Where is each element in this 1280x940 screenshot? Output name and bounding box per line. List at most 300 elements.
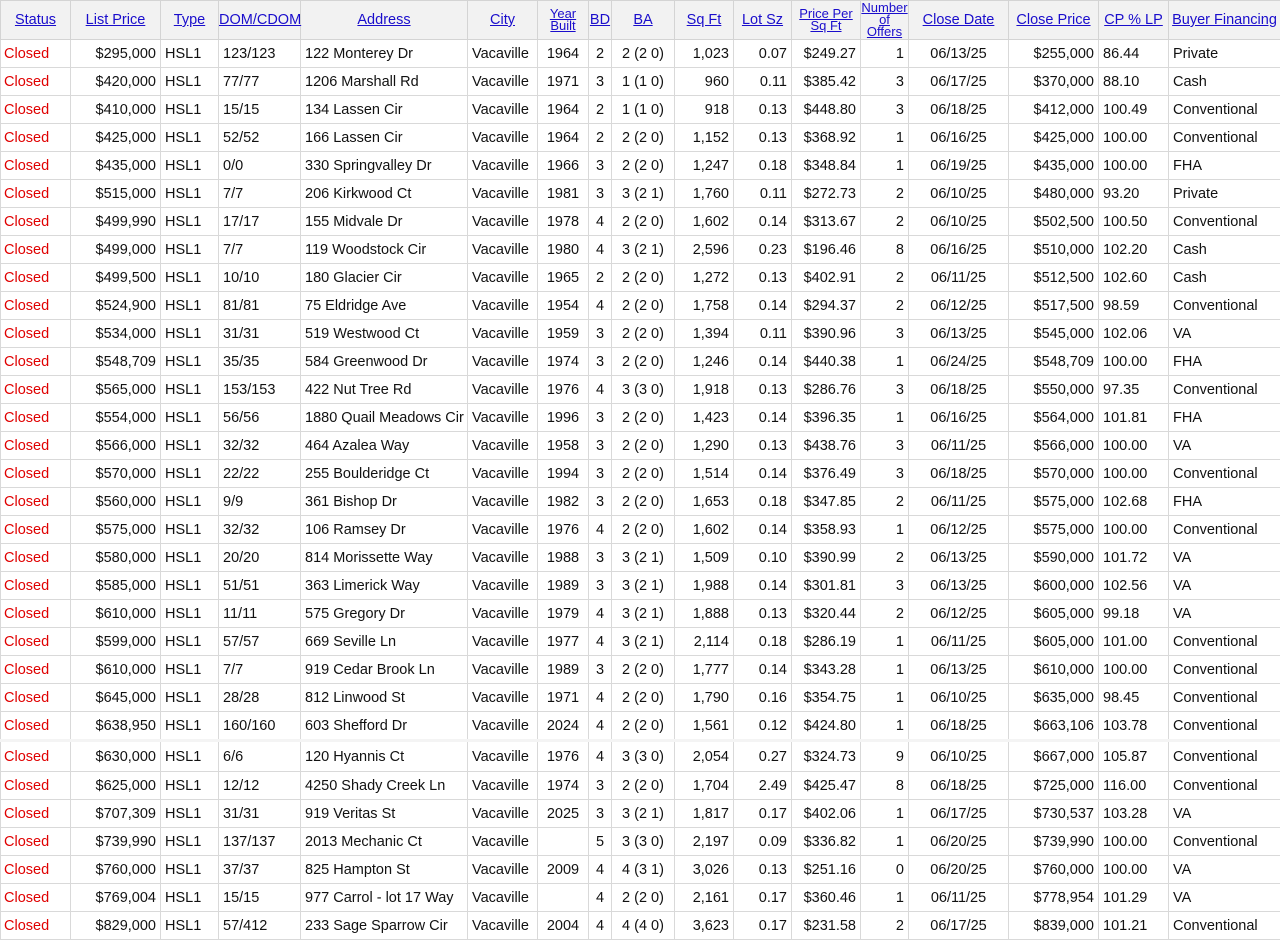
cell-cp-lp: 101.21	[1099, 912, 1169, 940]
cell-close-price: $517,500	[1009, 292, 1099, 320]
cell-status: Closed	[1, 236, 71, 264]
col-ba-header[interactable]: BA	[612, 1, 675, 40]
cell-financing: VA	[1169, 800, 1280, 828]
cell-address: 155 Midvale Dr	[301, 208, 468, 236]
cell-status: Closed	[1, 96, 71, 124]
cell-address: 233 Sage Sparrow Cir	[301, 912, 468, 940]
table-row[interactable]	[1, 376, 1280, 404]
table-row[interactable]	[1, 712, 1280, 741]
cell-status: Closed	[1, 712, 71, 741]
cell-lot-size: 0.14	[734, 656, 792, 684]
cell-city: Vacaville	[468, 516, 538, 544]
cell-list-price: $610,000	[71, 656, 161, 684]
cell-dom: 17/17	[219, 208, 301, 236]
col-list-price-header[interactable]: List Price	[71, 1, 161, 40]
cell-close-price: $425,000	[1009, 124, 1099, 152]
cell-city: Vacaville	[468, 656, 538, 684]
cell-cp-lp: 101.00	[1099, 628, 1169, 656]
cell-offers: 1	[861, 152, 909, 180]
col-close-date-header[interactable]: Close Date	[909, 1, 1009, 40]
cell-bd: 3	[589, 404, 612, 432]
cell-bd: 2	[589, 264, 612, 292]
cell-ba: 3 (2 1)	[612, 572, 675, 600]
table-row[interactable]	[1, 828, 1280, 856]
cell-lot-size: 0.18	[734, 488, 792, 516]
cell-ba: 2 (2 0)	[612, 460, 675, 488]
col-type-header[interactable]: Type	[161, 1, 219, 40]
table-row[interactable]	[1, 348, 1280, 376]
cell-list-price: $769,004	[71, 884, 161, 912]
cell-cp-lp: 102.60	[1099, 264, 1169, 292]
cell-sqft: 1,758	[675, 292, 734, 320]
cell-bd: 4	[589, 208, 612, 236]
cell-year-built: 2009	[538, 856, 589, 884]
cell-dom: 31/31	[219, 800, 301, 828]
cell-type: HSL1	[161, 572, 219, 600]
cell-address: 361 Bishop Dr	[301, 488, 468, 516]
cell-price-per-sqft: $390.99	[792, 544, 861, 572]
table-row[interactable]	[1, 772, 1280, 800]
table-row[interactable]	[1, 741, 1280, 772]
cell-status: Closed	[1, 856, 71, 884]
cell-year-built: 1954	[538, 292, 589, 320]
cell-offers: 3	[861, 96, 909, 124]
table-row[interactable]	[1, 600, 1280, 628]
cell-list-price: $420,000	[71, 68, 161, 96]
cell-list-price: $570,000	[71, 460, 161, 488]
table-row[interactable]	[1, 236, 1280, 264]
cell-list-price: $638,950	[71, 712, 161, 741]
cell-close-price: $545,000	[1009, 320, 1099, 348]
cell-year-built: 1964	[538, 124, 589, 152]
cell-bd: 3	[589, 488, 612, 516]
cell-lot-size: 0.13	[734, 856, 792, 884]
cell-address: 519 Westwood Ct	[301, 320, 468, 348]
cell-year-built: 1996	[538, 404, 589, 432]
table-row[interactable]	[1, 460, 1280, 488]
table-row[interactable]	[1, 884, 1280, 912]
cell-ba: 2 (2 0)	[612, 348, 675, 376]
cell-offers: 3	[861, 572, 909, 600]
cell-list-price: $630,000	[71, 741, 161, 772]
cell-year-built: 1994	[538, 460, 589, 488]
table-row[interactable]	[1, 628, 1280, 656]
cell-sqft: 3,026	[675, 856, 734, 884]
cell-dom: 7/7	[219, 656, 301, 684]
table-row[interactable]	[1, 488, 1280, 516]
cell-close-date: 06/11/25	[909, 432, 1009, 460]
cell-close-date: 06/13/25	[909, 544, 1009, 572]
cell-address: 825 Hampton St	[301, 856, 468, 884]
cell-address: 166 Lassen Cir	[301, 124, 468, 152]
cell-year-built: 1981	[538, 180, 589, 208]
table-row[interactable]	[1, 320, 1280, 348]
cell-ba: 3 (3 0)	[612, 376, 675, 404]
cell-offers: 0	[861, 856, 909, 884]
cell-status: Closed	[1, 684, 71, 712]
col-sqft-header[interactable]: Sq Ft	[675, 1, 734, 40]
cell-address: 919 Veritas St	[301, 800, 468, 828]
cell-year-built: 1988	[538, 544, 589, 572]
cell-bd: 3	[589, 656, 612, 684]
cell-close-price: $570,000	[1009, 460, 1099, 488]
cell-sqft: 1,152	[675, 124, 734, 152]
cell-cp-lp: 102.68	[1099, 488, 1169, 516]
cell-sqft: 1,514	[675, 460, 734, 488]
cell-dom: 9/9	[219, 488, 301, 516]
cell-ba: 2 (2 0)	[612, 152, 675, 180]
cell-financing: Conventional	[1169, 96, 1280, 124]
cell-price-per-sqft: $294.37	[792, 292, 861, 320]
cell-type: HSL1	[161, 40, 219, 68]
cell-close-date: 06/16/25	[909, 124, 1009, 152]
table-row[interactable]	[1, 912, 1280, 940]
cell-year-built: 1964	[538, 40, 589, 68]
cell-sqft: 2,161	[675, 884, 734, 912]
cell-close-price: $480,000	[1009, 180, 1099, 208]
cell-close-date: 06/18/25	[909, 772, 1009, 800]
cell-sqft: 1,704	[675, 772, 734, 800]
col-address-header[interactable]: Address	[301, 1, 468, 40]
cell-list-price: $739,990	[71, 828, 161, 856]
cell-type: HSL1	[161, 800, 219, 828]
cell-type: HSL1	[161, 124, 219, 152]
col-status-header[interactable]: Status	[1, 1, 71, 40]
cell-list-price: $610,000	[71, 600, 161, 628]
cell-ba: 1 (1 0)	[612, 68, 675, 96]
cell-price-per-sqft: $358.93	[792, 516, 861, 544]
cell-financing: Conventional	[1169, 684, 1280, 712]
cell-price-per-sqft: $425.47	[792, 772, 861, 800]
cell-offers: 1	[861, 404, 909, 432]
cell-dom: 28/28	[219, 684, 301, 712]
cell-close-price: $550,000	[1009, 376, 1099, 404]
table-row[interactable]	[1, 152, 1280, 180]
cell-close-price: $635,000	[1009, 684, 1099, 712]
cell-lot-size: 0.23	[734, 236, 792, 264]
cell-cp-lp: 101.29	[1099, 884, 1169, 912]
cell-close-date: 06/17/25	[909, 68, 1009, 96]
cell-city: Vacaville	[468, 912, 538, 940]
cell-type: HSL1	[161, 432, 219, 460]
cell-status: Closed	[1, 572, 71, 600]
cell-ba: 3 (2 1)	[612, 600, 675, 628]
cell-lot-size: 0.18	[734, 152, 792, 180]
table-row[interactable]	[1, 68, 1280, 96]
cell-status: Closed	[1, 460, 71, 488]
table-row[interactable]	[1, 656, 1280, 684]
col-financing-header[interactable]: Buyer Financing	[1169, 1, 1280, 40]
cell-close-date: 06/10/25	[909, 180, 1009, 208]
cell-price-per-sqft: $249.27	[792, 40, 861, 68]
cell-close-price: $564,000	[1009, 404, 1099, 432]
cell-year-built: 1976	[538, 741, 589, 772]
cell-ba: 2 (2 0)	[612, 884, 675, 912]
cell-financing: Conventional	[1169, 208, 1280, 236]
cell-year-built: 1971	[538, 68, 589, 96]
cell-ba: 3 (2 1)	[612, 236, 675, 264]
cell-lot-size: 2.49	[734, 772, 792, 800]
cell-sqft: 918	[675, 96, 734, 124]
cell-city: Vacaville	[468, 180, 538, 208]
table-row[interactable]	[1, 404, 1280, 432]
col-lot-size-header[interactable]: Lot Sz	[734, 1, 792, 40]
cell-list-price: $599,000	[71, 628, 161, 656]
cell-city: Vacaville	[468, 544, 538, 572]
table-row[interactable]	[1, 544, 1280, 572]
table-row[interactable]	[1, 572, 1280, 600]
table-row[interactable]	[1, 264, 1280, 292]
cell-sqft: 1,918	[675, 376, 734, 404]
cell-price-per-sqft: $360.46	[792, 884, 861, 912]
cell-lot-size: 0.13	[734, 432, 792, 460]
cell-list-price: $524,900	[71, 292, 161, 320]
cell-bd: 4	[589, 856, 612, 884]
table-row[interactable]	[1, 856, 1280, 884]
cell-price-per-sqft: $440.38	[792, 348, 861, 376]
cell-bd: 3	[589, 320, 612, 348]
cell-bd: 3	[589, 432, 612, 460]
cell-type: HSL1	[161, 180, 219, 208]
cell-bd: 2	[589, 40, 612, 68]
col-dom-header[interactable]: DOM/CDOM	[219, 1, 301, 40]
cell-list-price: $707,309	[71, 800, 161, 828]
cell-close-date: 06/16/25	[909, 404, 1009, 432]
col-offers-header[interactable]: Number of Offers	[861, 1, 909, 40]
cell-status: Closed	[1, 656, 71, 684]
cell-close-price: $600,000	[1009, 572, 1099, 600]
table-row[interactable]	[1, 800, 1280, 828]
cell-dom: 7/7	[219, 180, 301, 208]
cell-cp-lp: 99.18	[1099, 600, 1169, 628]
cell-ba: 2 (2 0)	[612, 712, 675, 741]
cell-financing: Private	[1169, 180, 1280, 208]
cell-close-date: 06/13/25	[909, 40, 1009, 68]
cell-close-date: 06/18/25	[909, 376, 1009, 404]
cell-status: Closed	[1, 488, 71, 516]
cell-year-built	[538, 828, 589, 856]
cell-close-date: 06/10/25	[909, 684, 1009, 712]
cell-sqft: 1,790	[675, 684, 734, 712]
cell-city: Vacaville	[468, 460, 538, 488]
cell-type: HSL1	[161, 348, 219, 376]
cell-dom: 32/32	[219, 432, 301, 460]
cell-lot-size: 0.11	[734, 320, 792, 348]
cell-close-price: $839,000	[1009, 912, 1099, 940]
cell-bd: 4	[589, 600, 612, 628]
cell-city: Vacaville	[468, 884, 538, 912]
cell-financing: VA	[1169, 544, 1280, 572]
cell-close-price: $667,000	[1009, 741, 1099, 772]
cell-address: 814 Morissette Way	[301, 544, 468, 572]
col-price-per-sqft-header[interactable]: Price Per Sq Ft	[792, 1, 861, 40]
cell-bd: 4	[589, 884, 612, 912]
cell-bd: 3	[589, 180, 612, 208]
cell-status: Closed	[1, 292, 71, 320]
cell-bd: 2	[589, 96, 612, 124]
cell-status: Closed	[1, 828, 71, 856]
cell-sqft: 1,394	[675, 320, 734, 348]
cell-list-price: $410,000	[71, 96, 161, 124]
cell-lot-size: 0.18	[734, 628, 792, 656]
col-close-price-header[interactable]: Close Price	[1009, 1, 1099, 40]
col-city-header[interactable]: City	[468, 1, 538, 40]
cell-financing: Cash	[1169, 236, 1280, 264]
cell-city: Vacaville	[468, 684, 538, 712]
col-bd-header[interactable]: BD	[589, 1, 612, 40]
table-row[interactable]	[1, 292, 1280, 320]
cell-address: 2013 Mechanic Ct	[301, 828, 468, 856]
cell-address: 180 Glacier Cir	[301, 264, 468, 292]
cell-offers: 3	[861, 320, 909, 348]
cell-close-price: $590,000	[1009, 544, 1099, 572]
cell-offers: 3	[861, 376, 909, 404]
cell-year-built: 1958	[538, 432, 589, 460]
cell-status: Closed	[1, 628, 71, 656]
cell-year-built: 1982	[538, 488, 589, 516]
cell-list-price: $499,000	[71, 236, 161, 264]
cell-type: HSL1	[161, 884, 219, 912]
cell-status: Closed	[1, 884, 71, 912]
cell-bd: 4	[589, 292, 612, 320]
cell-address: 106 Ramsey Dr	[301, 516, 468, 544]
cell-dom: 22/22	[219, 460, 301, 488]
cell-cp-lp: 103.78	[1099, 712, 1169, 741]
cell-financing: Conventional	[1169, 912, 1280, 940]
cell-year-built: 1959	[538, 320, 589, 348]
cell-address: 363 Limerick Way	[301, 572, 468, 600]
cell-price-per-sqft: $336.82	[792, 828, 861, 856]
cell-cp-lp: 100.49	[1099, 96, 1169, 124]
cell-year-built: 2004	[538, 912, 589, 940]
cell-price-per-sqft: $286.76	[792, 376, 861, 404]
cell-dom: 52/52	[219, 124, 301, 152]
cell-financing: Conventional	[1169, 712, 1280, 741]
cell-type: HSL1	[161, 292, 219, 320]
table-row[interactable]	[1, 208, 1280, 236]
cell-ba: 3 (3 0)	[612, 741, 675, 772]
cell-financing: Conventional	[1169, 828, 1280, 856]
cell-dom: 10/10	[219, 264, 301, 292]
cell-offers: 1	[861, 628, 909, 656]
cell-close-price: $760,000	[1009, 856, 1099, 884]
cell-lot-size: 0.16	[734, 684, 792, 712]
cell-sqft: 2,054	[675, 741, 734, 772]
cell-type: HSL1	[161, 404, 219, 432]
cell-dom: 6/6	[219, 741, 301, 772]
cell-bd: 4	[589, 628, 612, 656]
cell-city: Vacaville	[468, 96, 538, 124]
cell-ba: 2 (2 0)	[612, 516, 675, 544]
cell-type: HSL1	[161, 320, 219, 348]
cell-address: 119 Woodstock Cir	[301, 236, 468, 264]
cell-address: 584 Greenwood Dr	[301, 348, 468, 376]
cell-financing: Conventional	[1169, 376, 1280, 404]
cell-year-built: 1971	[538, 684, 589, 712]
cell-price-per-sqft: $448.80	[792, 96, 861, 124]
cell-status: Closed	[1, 208, 71, 236]
cell-close-price: $370,000	[1009, 68, 1099, 96]
cell-lot-size: 0.27	[734, 741, 792, 772]
cell-financing: Conventional	[1169, 516, 1280, 544]
cell-offers: 2	[861, 180, 909, 208]
table-row[interactable]	[1, 516, 1280, 544]
cell-price-per-sqft: $424.80	[792, 712, 861, 741]
cell-status: Closed	[1, 124, 71, 152]
cell-type: HSL1	[161, 96, 219, 124]
table-row[interactable]	[1, 432, 1280, 460]
cell-offers: 1	[861, 348, 909, 376]
cell-lot-size: 0.13	[734, 124, 792, 152]
cell-financing: VA	[1169, 884, 1280, 912]
table-row[interactable]	[1, 40, 1280, 68]
cell-city: Vacaville	[468, 124, 538, 152]
cell-ba: 1 (1 0)	[612, 96, 675, 124]
cell-status: Closed	[1, 772, 71, 800]
cell-financing: VA	[1169, 320, 1280, 348]
cell-city: Vacaville	[468, 376, 538, 404]
cell-cp-lp: 100.00	[1099, 432, 1169, 460]
cell-city: Vacaville	[468, 236, 538, 264]
cell-bd: 4	[589, 712, 612, 741]
table-row[interactable]	[1, 180, 1280, 208]
cell-price-per-sqft: $347.85	[792, 488, 861, 516]
cell-list-price: $295,000	[71, 40, 161, 68]
cell-lot-size: 0.11	[734, 68, 792, 96]
cell-type: HSL1	[161, 376, 219, 404]
col-year-built-header[interactable]: Year Built	[538, 1, 589, 40]
cell-bd: 4	[589, 236, 612, 264]
cell-dom: 0/0	[219, 152, 301, 180]
cell-close-price: $739,990	[1009, 828, 1099, 856]
cell-close-date: 06/18/25	[909, 712, 1009, 741]
cell-offers: 1	[861, 516, 909, 544]
cell-offers: 3	[861, 460, 909, 488]
header-row	[1, 1, 1280, 40]
cell-address: 134 Lassen Cir	[301, 96, 468, 124]
cell-price-per-sqft: $196.46	[792, 236, 861, 264]
cell-close-price: $725,000	[1009, 772, 1099, 800]
cell-list-price: $534,000	[71, 320, 161, 348]
cell-status: Closed	[1, 152, 71, 180]
cell-close-date: 06/12/25	[909, 516, 1009, 544]
cell-bd: 2	[589, 124, 612, 152]
cell-city: Vacaville	[468, 712, 538, 741]
cell-dom: 153/153	[219, 376, 301, 404]
cell-status: Closed	[1, 320, 71, 348]
cell-cp-lp: 100.00	[1099, 348, 1169, 376]
cell-close-date: 06/12/25	[909, 292, 1009, 320]
cell-offers: 1	[861, 684, 909, 712]
cell-ba: 2 (2 0)	[612, 264, 675, 292]
cell-price-per-sqft: $286.19	[792, 628, 861, 656]
col-cp-lp-header[interactable]: CP % LP	[1099, 1, 1169, 40]
cell-price-per-sqft: $324.73	[792, 741, 861, 772]
cell-cp-lp: 101.81	[1099, 404, 1169, 432]
cell-financing: Conventional	[1169, 460, 1280, 488]
cell-cp-lp: 100.50	[1099, 208, 1169, 236]
table-row[interactable]	[1, 124, 1280, 152]
cell-sqft: 1,988	[675, 572, 734, 600]
table-row[interactable]	[1, 684, 1280, 712]
table-row[interactable]	[1, 96, 1280, 124]
cell-close-date: 06/13/25	[909, 572, 1009, 600]
cell-financing: Cash	[1169, 264, 1280, 292]
cell-sqft: 1,509	[675, 544, 734, 572]
cell-close-price: $435,000	[1009, 152, 1099, 180]
cell-list-price: $829,000	[71, 912, 161, 940]
cell-status: Closed	[1, 376, 71, 404]
